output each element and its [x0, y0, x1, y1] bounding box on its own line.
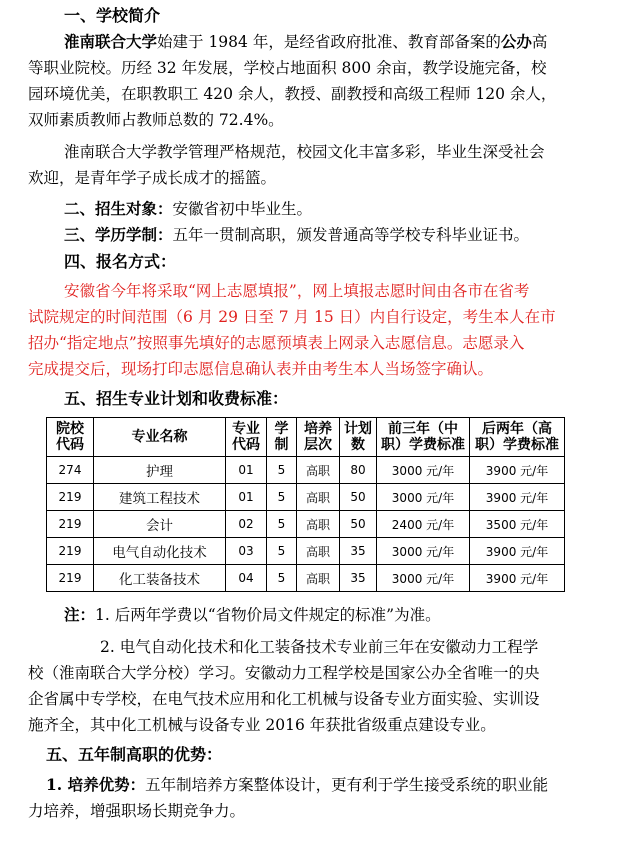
apply-line-1: 安徽省今年将采取“网上志愿填报”，网上填报志愿时间由各市在省考: [64, 282, 530, 300]
cell-level: 高职: [297, 511, 340, 538]
header-fee-last-two-years: 后两年（高 职）学费标准: [470, 418, 565, 457]
note-2-line-3: 企省属中专学校，在电气技术应用和化工机械与设备专业方面实验、实训设: [28, 690, 540, 708]
fee-table-header-row: [47, 418, 565, 457]
cell-fee1: 3000 元/年: [377, 565, 470, 592]
note-1-text: 1. 后两年学费以“省物价局文件规定的标准”为准。: [95, 606, 441, 624]
header-major-code: 专业 代码: [226, 418, 267, 457]
cell-fee2: 3900 元/年: [470, 484, 565, 511]
cell-plan: 50: [340, 484, 377, 511]
apply-line-4: 完成提交后，现场打印志愿信息确认表并由考生本人当场签字确认。: [28, 360, 494, 378]
cell-level: 高职: [297, 457, 340, 484]
cell-fee2: 3900 元/年: [470, 538, 565, 565]
cell-level: 高职: [297, 484, 340, 511]
cell-years: 5: [267, 511, 297, 538]
header-fee-first-three-years: 前三年（中 职）学费标准: [377, 418, 470, 457]
advantage-1-line-1: [46, 775, 548, 795]
advantage-1-text: 五年制培养方案整体设计，更有利于学生接受系统的职业能: [145, 776, 549, 794]
advantage-1-label: 1. 培养优势：: [46, 775, 146, 794]
cell-school-code: 219: [47, 484, 94, 511]
intro-paragraph2-line-2: 欢迎，是青年学子成长成才的摇篮。: [28, 169, 277, 187]
cell-major-code: 02: [226, 511, 267, 538]
cell-major: 护理: [94, 457, 226, 484]
cell-school-code: 219: [47, 511, 94, 538]
header-level: 培养 层次: [297, 418, 340, 457]
school-name: 淮南联合大学: [64, 32, 158, 51]
cell-major: 化工装备技术: [94, 565, 226, 592]
cell-fee2: 3900 元/年: [470, 565, 565, 592]
cell-fee1: 2400 元/年: [377, 511, 470, 538]
table-row: [47, 538, 565, 565]
intro-paragraph-line-2: 等职业院校。历经 32 年发展，学校占地面积 800 余亩，教学设施完备，校: [28, 59, 547, 77]
table-row: [47, 565, 565, 592]
note-2-line-2: 校（淮南联合大学分校）学习。安徽动力工程学校是国家公办全省唯一的央: [28, 664, 540, 682]
note-line-1: [64, 605, 441, 625]
header-major: 专业名称: [94, 418, 226, 457]
table-row: [47, 511, 565, 538]
note-2-line-4: 施齐全，其中化工机械与设备专业 2016 年获批省级重点建设专业。: [28, 716, 496, 734]
cell-school-code: 274: [47, 457, 94, 484]
cell-years: 5: [267, 457, 297, 484]
cell-fee1: 3000 元/年: [377, 457, 470, 484]
public-keyword: 公办: [500, 32, 532, 51]
cell-major-code: 01: [226, 457, 267, 484]
cell-years: 5: [267, 538, 297, 565]
cell-fee2: 3900 元/年: [470, 457, 565, 484]
cell-level: 高职: [297, 538, 340, 565]
fee-table: [46, 417, 565, 592]
cell-major: 电气自动化技术: [94, 538, 226, 565]
cell-school-code: 219: [47, 565, 94, 592]
intro-paragraph-line-3: 园环境优美，在职教职工 420 余人，教授、副教授和高级工程师 120 余人，: [28, 85, 557, 103]
apply-line-3: 招办“指定地点”按照事先填好的志愿预填表上网录入志愿信息。志愿录入: [28, 334, 525, 352]
header-school-code: 院校 代码: [47, 418, 94, 457]
note-label: 注：: [64, 605, 96, 624]
cell-level: 高职: [297, 565, 340, 592]
plan-heading: 五、招生专业计划和收费标准：: [64, 389, 289, 408]
cell-plan: 35: [340, 565, 377, 592]
cell-major: 建筑工程技术: [94, 484, 226, 511]
advantages-heading: 五、五年制高职的优势：: [46, 745, 223, 764]
table-row: [47, 484, 565, 511]
header-years: 学 制: [267, 418, 297, 457]
table-row: [47, 457, 565, 484]
system-text: 五年一贯制高职，颁发普通高等学校专科毕业证书。: [172, 226, 530, 244]
intro-paragraph2-line-1: 淮南联合大学教学管理严格规范，校园文化丰富多彩，毕业生深受社会: [64, 143, 545, 161]
cell-major-code: 04: [226, 565, 267, 592]
cell-plan: 80: [340, 457, 377, 484]
cell-years: 5: [267, 565, 297, 592]
cell-major: 会计: [94, 511, 226, 538]
intro-heading: 一、学校简介: [64, 6, 161, 25]
cell-plan: 50: [340, 511, 377, 538]
header-plan: 计划 数: [340, 418, 377, 457]
intro-text-1a: 始建于 1984 年，是经省政府批准、教育部备案的: [157, 33, 501, 51]
system-line: [64, 225, 529, 245]
cell-major-code: 03: [226, 538, 267, 565]
cell-fee1: 3000 元/年: [377, 484, 470, 511]
cell-years: 5: [267, 484, 297, 511]
cell-school-code: 219: [47, 538, 94, 565]
target-text: 安徽省初中毕业生。: [172, 200, 313, 218]
cell-fee2: 3500 元/年: [470, 511, 565, 538]
target-line: [64, 199, 312, 219]
apply-line-2: 试院规定的时间范围（6 月 29 日至 7 月 15 日）内自行设定，考生本人在市: [28, 308, 556, 326]
target-label: 二、招生对象：: [64, 199, 173, 218]
advantage-1-line-2: 力培养，增强职场长期竞争力。: [28, 802, 246, 820]
cell-fee1: 3000 元/年: [377, 538, 470, 565]
cell-plan: 35: [340, 538, 377, 565]
intro-paragraph-line-1: [64, 32, 547, 52]
apply-heading: 四、报名方式：: [64, 252, 177, 271]
cell-major-code: 01: [226, 484, 267, 511]
system-label: 三、学历学制：: [64, 225, 173, 244]
note-2-line-1: 2. 电气自动化技术和化工装备技术专业前三年在安徽动力工程学: [100, 638, 539, 656]
intro-text-1c: 高: [531, 33, 548, 51]
intro-paragraph-line-4: 双师素质教师占教师总数的 72.4%。: [28, 111, 284, 129]
